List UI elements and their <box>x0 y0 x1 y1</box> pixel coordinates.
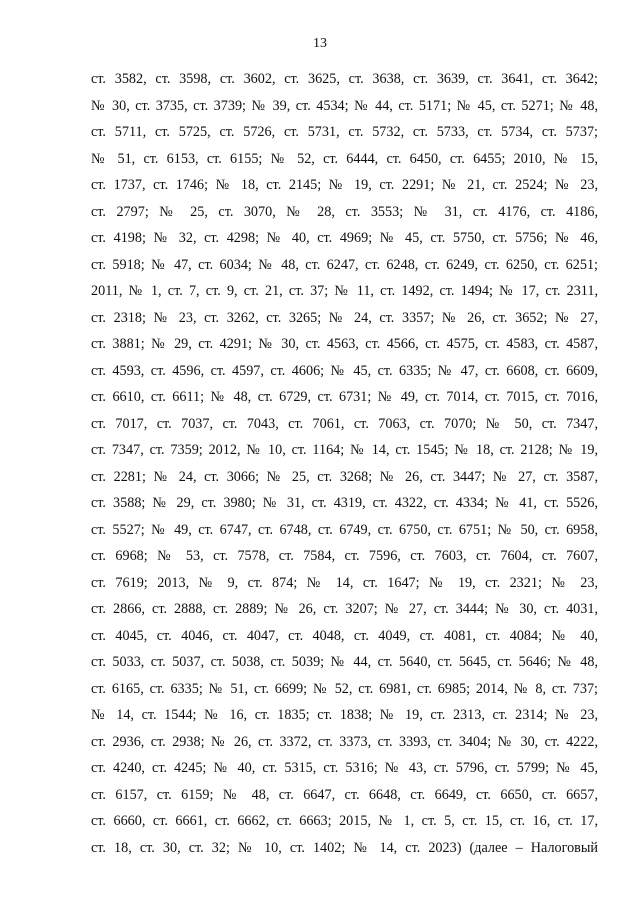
text-line: ст. 2936, ст. 2938; № 26, ст. 3372, ст. 3373, ст. 3393, ст. 3404; № 30, ст. 4222, <box>91 733 598 750</box>
text-line: ст. 6165, ст. 6335; № 51, ст. 6699; № 52, ст. 6981, ст. 6985; 2014, № 8, ст. 737; <box>91 680 598 697</box>
text-line: ст. 2797; № 25, ст. 3070, № 28, ст. 3553; № 31, ст. 4176, ст. 4186, <box>91 203 598 220</box>
body-text <box>91 66 598 861</box>
text-line: ст. 6968; № 53, ст. 7578, ст. 7584, ст. 7596, ст. 7603, ст. 7604, ст. 7607, <box>91 548 598 564</box>
text-line: ст. 5033, ст. 5037, ст. 5038, ст. 5039; № 44, ст. 5640, ст. 5645, ст. 5646; № 48, <box>91 654 598 670</box>
text-line: ст. 3582, ст. 3598, ст. 3602, ст. 3625, ст. 3638, ст. 3639, ст. 3641, ст. 3642; <box>91 71 598 87</box>
text-line: ст. 18, ст. 30, ст. 32; № 10, ст. 1402; № 14, ст. 2023) (далее – Налоговый <box>91 839 598 856</box>
text-line: ст. 7017, ст. 7037, ст. 7043, ст. 7061, ст. 7063, ст. 7070; № 50, ст. 7347, <box>91 415 598 432</box>
text-line: ст. 7619; 2013, № 9, ст. 874; № 14, ст. 1647; № 19, ст. 2321; № 23, <box>91 574 598 591</box>
text-line: ст. 7347, ст. 7359; 2012, № 10, ст. 1164; № 14, ст. 1545; № 18, ст. 2128; № 19, <box>91 442 598 458</box>
text-line: ст. 6610, ст. 6611; № 48, ст. 6729, ст. 6731; № 49, ст. 7014, ст. 7015, ст. 7016, <box>91 389 598 405</box>
text-line: 2011, № 1, ст. 7, ст. 9, ст. 21, ст. 37; № 11, ст. 1492, ст. 1494; № 17, ст. 2311, <box>91 283 598 299</box>
text-line: ст. 2318; № 23, ст. 3262, ст. 3265; № 24, ст. 3357; № 26, ст. 3652; № 27, <box>91 309 598 326</box>
text-line: ст. 6157, ст. 6159; № 48, ст. 6647, ст. 6648, ст. 6649, ст. 6650, ст. 6657, <box>91 786 598 803</box>
text-line: ст. 4045, ст. 4046, ст. 4047, ст. 4048, ст. 4049, ст. 4081, ст. 4084; № 40, <box>91 627 598 644</box>
text-line: ст. 4198; № 32, ст. 4298; № 40, ст. 4969; № 45, ст. 5750, ст. 5756; № 46, <box>91 230 598 246</box>
text-line: ст. 4240, ст. 4245; № 40, ст. 5315, ст. 5316; № 43, ст. 5796, ст. 5799; № 45, <box>91 760 598 776</box>
text-line: № 51, ст. 6153, ст. 6155; № 52, ст. 6444, ст. 6450, ст. 6455; 2010, № 15, <box>91 150 598 167</box>
page-number: 13 <box>313 36 327 51</box>
text-line: ст. 4593, ст. 4596, ст. 4597, ст. 4606; № 45, ст. 6335; № 47, ст. 6608, ст. 6609, <box>91 362 598 379</box>
text-line: ст. 5918; № 47, ст. 6034; № 48, ст. 6247, ст. 6248, ст. 6249, ст. 6250, ст. 6251; <box>91 256 598 273</box>
text-line: ст. 3881; № 29, ст. 4291; № 30, ст. 4563, ст. 4566, ст. 4575, ст. 4583, ст. 4587, <box>91 336 598 352</box>
text-line: № 14, ст. 1544; № 16, ст. 1835; ст. 1838; № 19, ст. 2313, ст. 2314; № 23, <box>91 707 598 723</box>
text-line: ст. 5711, ст. 5725, ст. 5726, ст. 5731, ст. 5732, ст. 5733, ст. 5734, ст. 5737; <box>91 124 598 140</box>
text-line: ст. 1737, ст. 1746; № 18, ст. 2145; № 19, ст. 2291; № 21, ст. 2524; № 23, <box>91 177 598 193</box>
text-line: ст. 2866, ст. 2888, ст. 2889; № 26, ст. 3207; № 27, ст. 3444; № 30, ст. 4031, <box>91 601 598 617</box>
text-line: ст. 3588; № 29, ст. 3980; № 31, ст. 4319, ст. 4322, ст. 4334; № 41, ст. 5526, <box>91 495 598 511</box>
text-line: ст. 2281; № 24, ст. 3066; № 25, ст. 3268; № 26, ст. 3447; № 27, ст. 3587, <box>91 468 598 485</box>
text-line: ст. 6660, ст. 6661, ст. 6662, ст. 6663; 2015, № 1, ст. 5, ст. 15, ст. 16, ст. 17, <box>91 813 598 829</box>
text-line: ст. 5527; № 49, ст. 6747, ст. 6748, ст. 6749, ст. 6750, ст. 6751; № 50, ст. 6958, <box>91 521 598 538</box>
text-line: № 30, ст. 3735, ст. 3739; № 39, ст. 4534; № 44, ст. 5171; № 45, ст. 5271; № 48, <box>91 97 598 114</box>
